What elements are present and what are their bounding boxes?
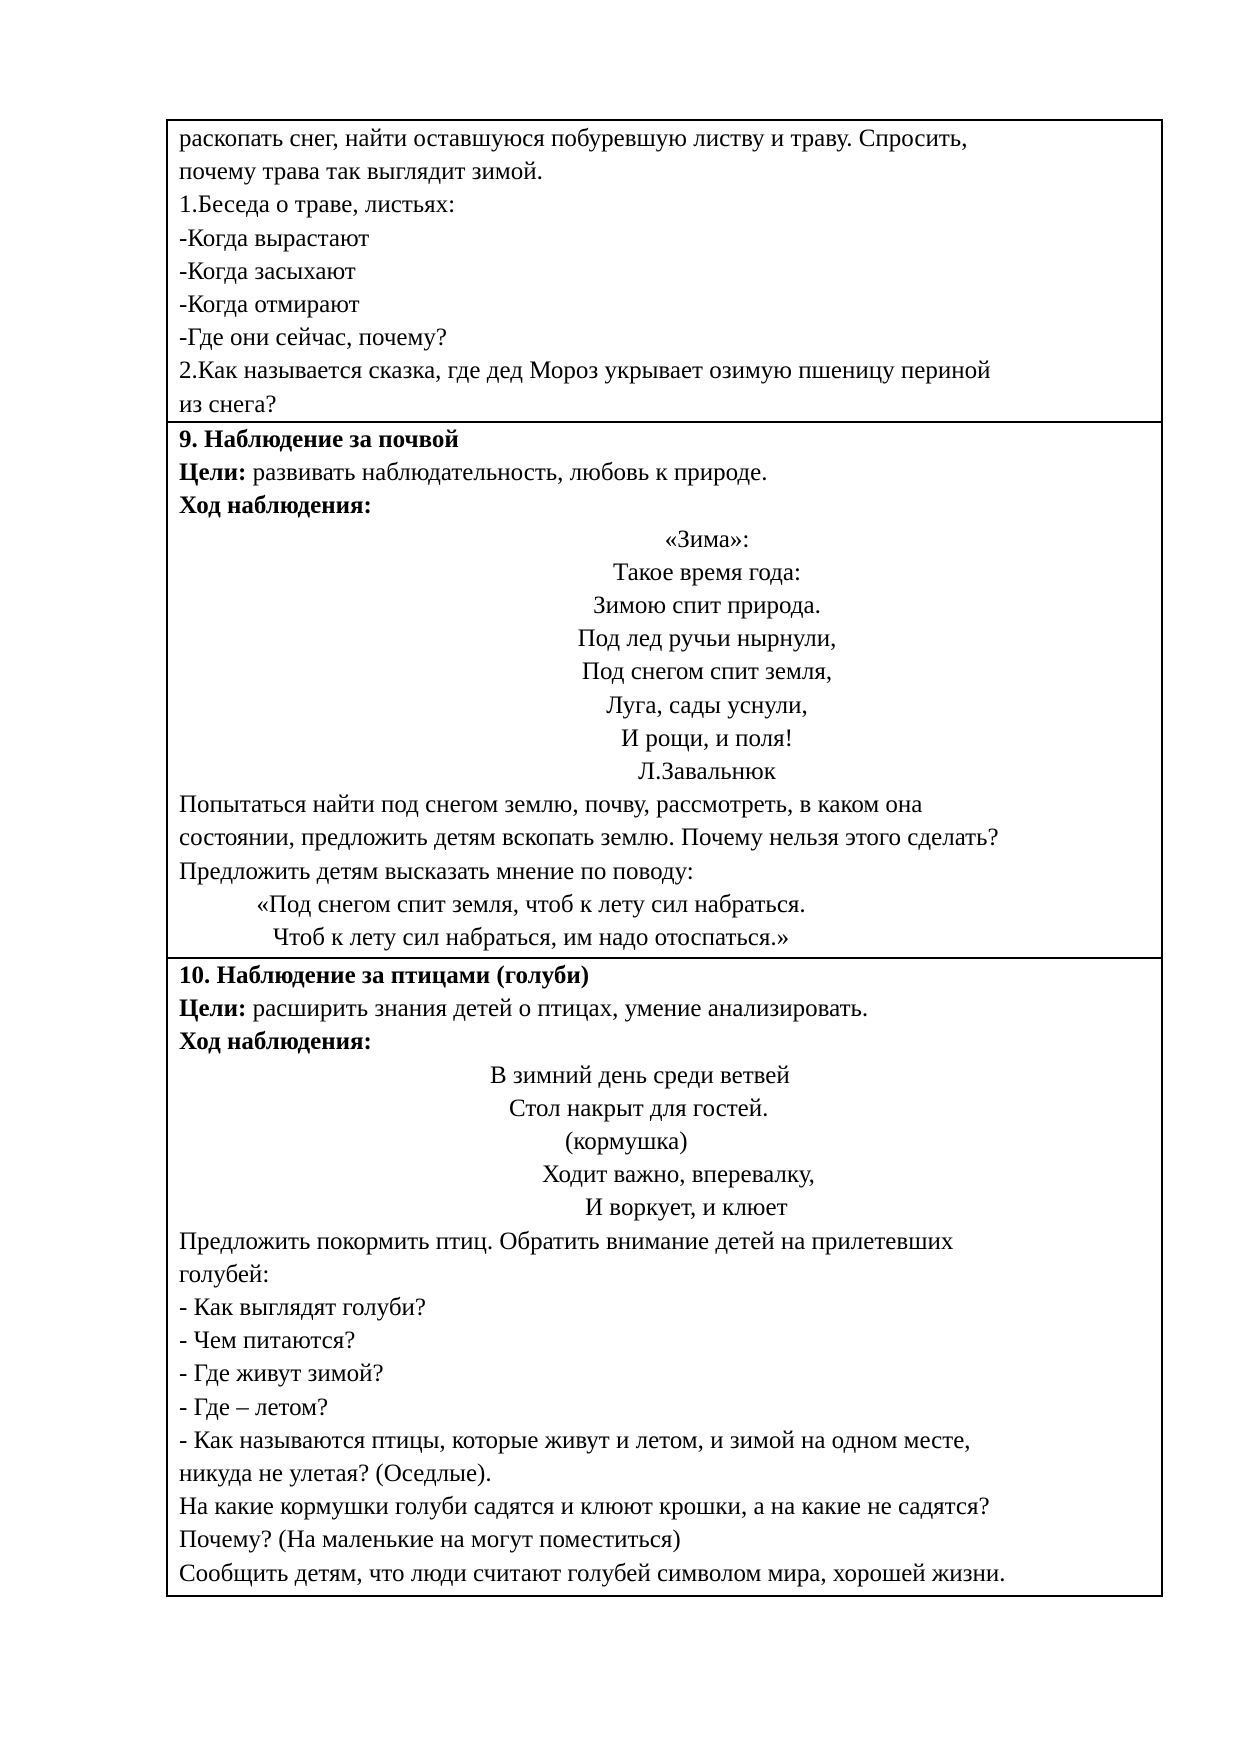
section-title: 9. Наблюдение за почвой	[179, 426, 459, 453]
text-line: Почему? (На маленькие на могут поместиться)	[179, 1526, 681, 1554]
poem-line: Такое время года:	[613, 558, 801, 586]
poem-note: (кормушка)	[565, 1128, 688, 1156]
list-item: - Чем питаются?	[179, 1327, 356, 1355]
text-line: голубей:	[179, 1260, 270, 1288]
text-line: раскопать снег, найти оставшуюся побуревшую листву и траву. Спросить,	[179, 125, 968, 152]
text-line: из снега?	[179, 390, 277, 418]
table-row-section-10	[168, 957, 1161, 1595]
quote-line: «Под снегом спит земля, чтоб к лету сил набраться.	[256, 890, 806, 918]
goals-text: расширить знания детей о птицах, умение анализировать.	[246, 995, 869, 1023]
goals-text: развивать наблюдательность, любовь к природе.	[246, 459, 768, 487]
poem-line: В зимний день среди ветвей	[490, 1061, 790, 1089]
text-line: На какие кормушки голуби садятся и клюют крошки, а на какие не садятся?	[179, 1493, 990, 1521]
goals-line	[179, 456, 1151, 489]
list-item: - Как называются птицы, которые живут и летом, и зимой на одном месте,	[179, 1426, 971, 1454]
observation-table	[166, 119, 1163, 1597]
text-line: -Когда отмирают	[179, 291, 360, 319]
poem-line: Ходит важно, вперевалку,	[542, 1161, 815, 1189]
list-item: - Где – летом?	[179, 1393, 329, 1421]
poem-line: И воркует, и клюет	[585, 1194, 788, 1222]
text-line: -Когда вырастают	[179, 224, 370, 252]
list-item: - Как выглядят голуби?	[179, 1294, 427, 1322]
list-item: - Где живут зимой?	[179, 1360, 384, 1388]
course-label: Ход наблюдения:	[179, 492, 372, 520]
poem-line: Зимою спит природа.	[593, 592, 821, 620]
course-label: Ход наблюдения:	[179, 1028, 372, 1056]
goals-line	[179, 992, 1151, 1025]
table-row-continuation	[168, 121, 1161, 421]
poem-line: Стол накрыт для гостей.	[509, 1094, 769, 1122]
text-line: состоянии, предложить детям вскопать землю. Почему нельзя этого сделать?	[179, 824, 999, 852]
text-line: Попытаться найти под снегом землю, почву, рассмотреть, в каком она	[179, 791, 923, 819]
text-line: 1.Беседа о траве, листьях:	[179, 191, 456, 219]
goals-label: Цели:	[179, 459, 247, 487]
text-line: Предложить детям высказать мнение по поводу:	[179, 857, 694, 885]
section-title: 10. Наблюдение за птицами (голуби)	[179, 962, 590, 989]
text-line: -Где они сейчас, почему?	[179, 324, 447, 352]
poem-line: Под снегом спит земля,	[581, 658, 833, 686]
text-line: почему трава так выглядит зимой.	[179, 158, 543, 186]
table-row-section-9	[168, 421, 1161, 957]
poem-author: Л.Завальнюк	[638, 758, 776, 786]
text-line: никуда не улетая? (Оседлые).	[179, 1460, 492, 1488]
goals-label: Цели:	[179, 995, 247, 1023]
text-line: 2.Как называется сказка, где дед Мороз укрывает озимую пшеницу периной	[179, 357, 991, 385]
text-line: -Когда засыхают	[179, 257, 356, 285]
text-line: Сообщить детям, что люди считают голубей символом мира, хорошей жизни.	[179, 1559, 1006, 1587]
poem-line: И рощи, и поля!	[621, 724, 793, 752]
poem-line: Луга, сады уснули,	[606, 691, 808, 719]
quote-line: Чтоб к лету сил набраться, им надо отоспаться.»	[272, 924, 790, 952]
poem-line: Под лед ручьи нырнули,	[577, 625, 837, 653]
text-line: Предложить покормить птиц. Обратить внимание детей на прилетевших	[179, 1227, 954, 1255]
poem-title: «Зима»:	[664, 525, 750, 553]
